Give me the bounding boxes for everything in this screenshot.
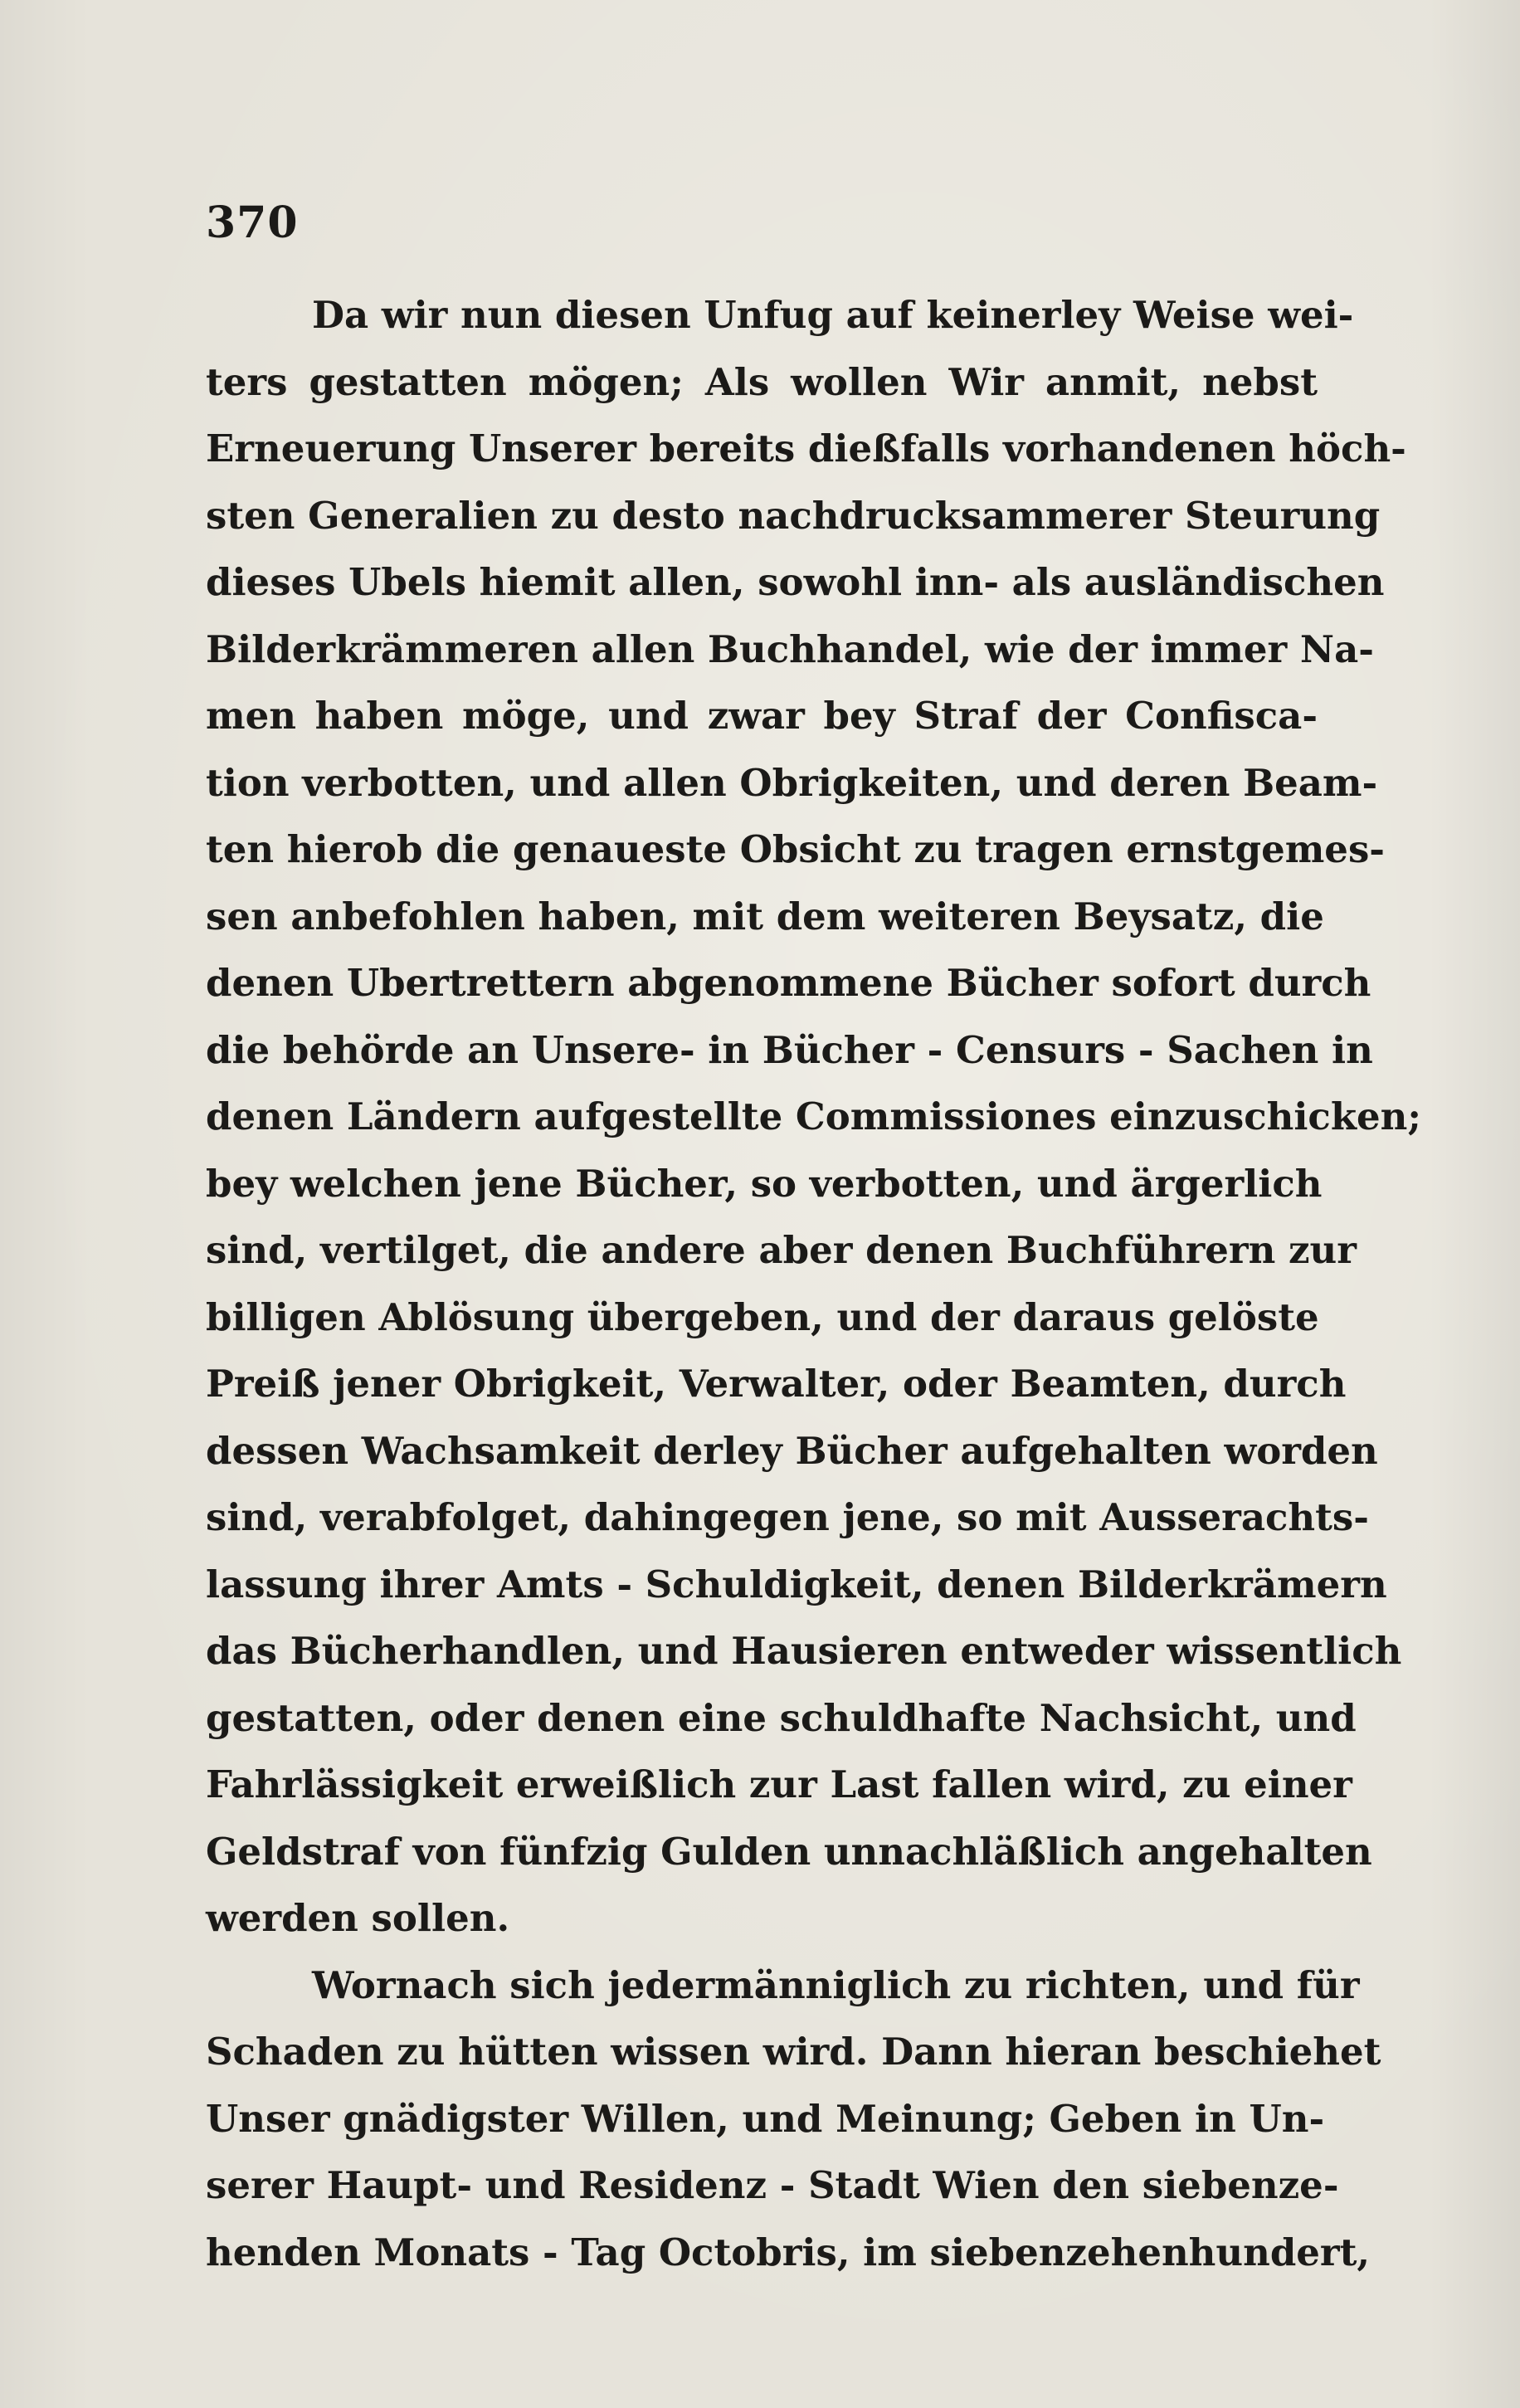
- text-line: dessen Wachsamkeit derley Bücher aufgehalten worden: [206, 1428, 1378, 1473]
- text-line: Wornach sich jedermänniglich zu richten, und für: [312, 1962, 1360, 2007]
- text-line: Schaden zu hütten wissen wird. Dann hieran beschiehet: [206, 2030, 1381, 2074]
- text-line: bey welchen jene Bücher, so verbotten, und ärgerlich: [206, 1161, 1323, 1206]
- text-line: ten hierob die genaueste Obsicht zu tragen ernstgemes-: [206, 827, 1385, 871]
- text-line: werden sollen.: [206, 1896, 510, 1940]
- text-line: Geldstraf von fünfzig Gulden unnachläßlich angehalten: [206, 1829, 1372, 1874]
- page-number: 370: [206, 197, 299, 248]
- text-line: sind, vertilget, die andere aber denen Buchführern zur: [206, 1228, 1357, 1272]
- text-line: sen anbefohlen haben, mit dem weiteren Beysatz, die: [206, 894, 1324, 938]
- text-line: Bilderkrämmeren allen Buchhandel, wie der immer Na-: [206, 626, 1374, 671]
- paragraph-1: [206, 282, 1421, 1952]
- text-line: sind, verabfolget, dahingegen jene, so mit Ausserachts-: [206, 1495, 1369, 1539]
- text-line: Preiß jener Obrigkeit, Verwalter, oder Beamten, durch: [206, 1362, 1347, 1406]
- text-line: denen Ländern aufgestellte Commissiones einzuschicken;: [206, 1094, 1421, 1138]
- text-line: henden Monats - Tag Octobris, im siebenzehenhundert,: [206, 2230, 1371, 2274]
- text-line: men haben möge, und zwar bey Straf der Confisca-: [206, 694, 1318, 738]
- text-line: sten Generalien zu desto nachdrucksammerer Steurung: [206, 493, 1381, 538]
- text-line: ters gestatten mögen; Als wollen Wir anmit, nebst: [206, 359, 1318, 404]
- text-line: Fahrlässigkeit erweißlich zur Last fallen wird, zu einer: [206, 1762, 1352, 1806]
- text-line: Erneuerung Unserer bereits dießfalls vorhandenen höch-: [206, 427, 1406, 470]
- text-line: serer Haupt- und Residenz - Stadt Wien den siebenze-: [206, 2163, 1339, 2207]
- body-text: [206, 282, 1421, 2286]
- text-line: gestatten, oder denen eine schuldhafte Nachsicht, und: [206, 1695, 1357, 1740]
- text-line: Da wir nun diesen Unfug auf keinerley Weise wei-: [312, 293, 1354, 337]
- text-line: billigen Ablösung übergeben, und der daraus gelöste: [206, 1294, 1319, 1339]
- text-line: denen Ubertrettern abgenommene Bücher sofort durch: [206, 961, 1371, 1005]
- paragraph-2: [206, 1952, 1381, 2287]
- text-line: das Bücherhandlen, und Hausieren entweder wissentlich: [206, 1629, 1402, 1673]
- text-line: lassung ihrer Amts - Schuldigkeit, denen Bilderkrämern: [206, 1562, 1387, 1606]
- text-line: tion verbotten, und allen Obrigkeiten, und deren Beam-: [206, 760, 1378, 805]
- text-line: die behörde an Unsere- in Bücher - Censurs - Sachen in: [206, 1027, 1373, 1072]
- text-line: Unser gnädigster Willen, und Meinung; Geben in Un-: [206, 2096, 1325, 2141]
- text-line: dieses Ubels hiemit allen, sowohl inn- als ausländischen: [206, 560, 1385, 604]
